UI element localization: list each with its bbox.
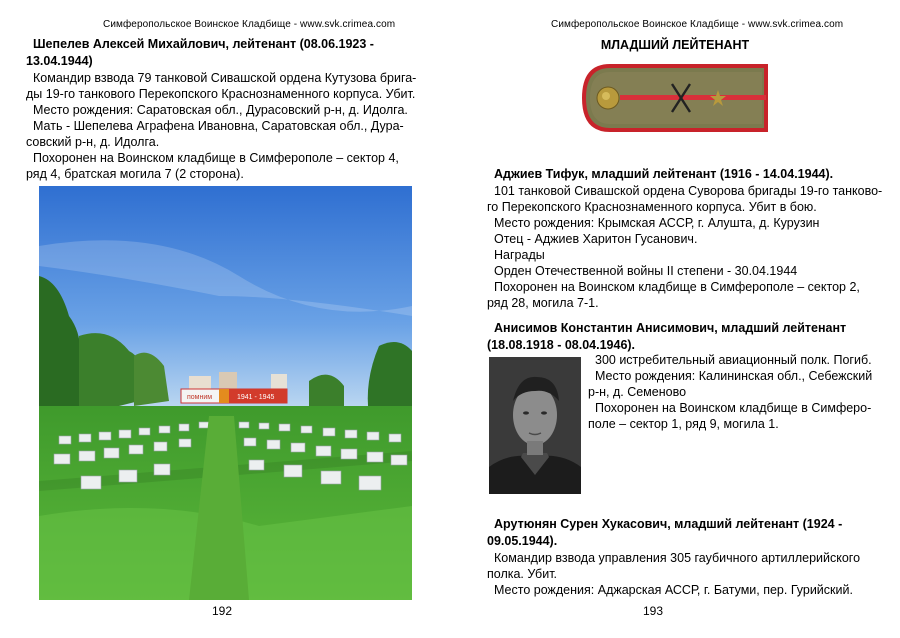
entry-line: Похоронен на Воинском кладбище в Симферо- (595, 401, 872, 415)
entry-line: Орден Отечественной войны II степени - 30.04.1944 (494, 264, 798, 278)
page-number: 192 (212, 604, 233, 618)
entry-line: го Перекопского Краснознаменного корпуса. Убит в бою. (487, 200, 817, 214)
page-number: 193 (643, 604, 664, 618)
right-page (450, 0, 900, 638)
entry-adzhiev (487, 166, 882, 311)
entry-line: Похоронен на Воинском кладбище в Симферополе – сектор 4, (33, 151, 399, 165)
entry-anisimov-text (588, 352, 872, 432)
entry-title-cont: 09.05.1944). (487, 534, 558, 548)
entry-line: полка. Убит. (487, 567, 558, 581)
entry-line: 101 танковой Сивашской ордена Суворова бригады 19-го танково- (494, 184, 883, 198)
cemetery-photo (39, 186, 412, 600)
entry-line: Место рождения: Калининская обл., Себежский (595, 369, 873, 383)
banner-text-left: помним (187, 394, 213, 401)
entry-line: поле – сектор 1, ряд 9, могила 1. (588, 417, 779, 431)
entry-line: ряд 28, могила 7-1. (487, 296, 599, 310)
entry-line: Отец - Аджиев Харитон Гусанович. (494, 232, 698, 246)
banner-text-years: 1941 - 1945 (237, 394, 275, 401)
entry-line: Похоронен на Воинском кладбище в Симферополе – сектор 2, (494, 280, 860, 294)
entry-title-cont: (18.08.1918 - 08.04.1946). (487, 338, 636, 352)
entry-title: Аджиев Тифук, младший лейтенант (1916 - 14.04.1944). (494, 167, 834, 181)
entry-line: Мать - Шепелева Аграфена Ивановна, Саратовская обл., Дура- (33, 119, 404, 133)
entry-title: Шепелев Алексей Михайлович, лейтенант (08.06.1923 - (33, 37, 374, 51)
entry-line: ряд 4, братская могила 7 (2 сторона). (26, 167, 244, 181)
entry-line: 300 истребительный авиационный полк. Погиб. (595, 353, 872, 367)
entry-anisimov (487, 320, 846, 354)
entry-shepelev (26, 36, 416, 182)
entry-line: Место рождения: Саратовская обл., Дурасовский р-н, д. Идолга. (33, 103, 408, 117)
entry-line: совский р-н, д. Идолга. (26, 135, 160, 149)
portrait-photo (489, 357, 581, 494)
entry-title: Анисимов Константин Анисимович, младший лейтенант (494, 321, 847, 335)
entry-line: Командир взвода 79 танковой Сивашской ордена Кутузова брига- (33, 71, 417, 85)
running-head: Симферопольское Воинское Кладбище - www.svk.crimea.com (103, 19, 396, 30)
entry-line: Место рождения: Аджарская АССР, г. Батуми, пер. Гурийский. (494, 583, 853, 597)
epaulette-image (580, 62, 770, 134)
entry-arutyunyan (487, 516, 860, 598)
entry-line: ды 19-го танкового Перекопского Краснознаменного корпуса. Убит. (26, 87, 416, 101)
entry-line: Место рождения: Крымская АССР, г. Алушта, д. Курузин (494, 216, 820, 230)
entry-line: Награды (494, 248, 545, 262)
entry-line: Командир взвода управления 305 гаубичного артиллерийского (494, 551, 861, 565)
entry-line: р-н, д. Семеново (588, 385, 687, 399)
running-head: Симферопольское Воинское Кладбище - www.svk.crimea.com (551, 19, 844, 30)
entry-title-cont: 13.04.1944) (26, 54, 93, 68)
rank-heading: МЛАДШИЙ ЛЕЙТЕНАНТ (600, 38, 750, 52)
entry-title: Арутюнян Сурен Хукасович, младший лейтенант (1924 - (494, 517, 843, 531)
